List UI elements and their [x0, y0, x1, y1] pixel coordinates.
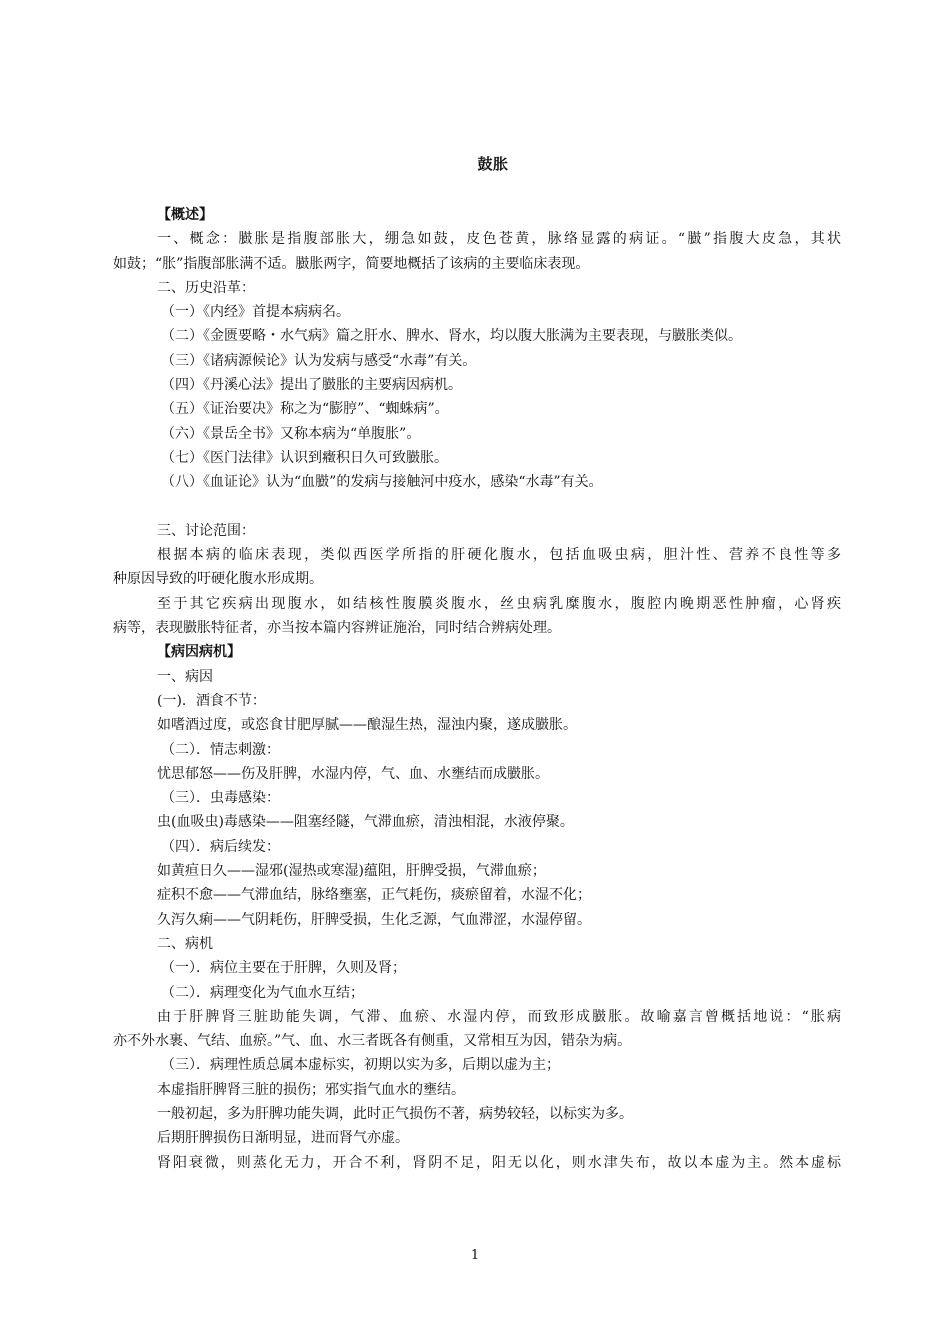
history-item: （一）《内经》首提本病病名。	[161, 304, 350, 321]
mechanism-heading: 二、病机	[157, 935, 213, 952]
overview-heading: 【概述】	[157, 207, 213, 223]
cause-4-title: （四）．病后续发：	[161, 838, 280, 855]
mechanism-3-text-2: 一般初起，多为肝脾功能失调，此时正气损伤不著，病势较轻，以标实为多。	[157, 1105, 633, 1122]
mechanism-1: （一）．病位主要在于肝脾，久则及肾；	[161, 960, 406, 977]
cause-2-title: （二）．情志刺激：	[161, 741, 280, 758]
history-item: （五）《证治要决》称之为“膨脝”、“蜘蛛病”。	[161, 401, 449, 418]
concept-line-1: 一、概念：臌胀是指腹部胀大，绷急如鼓，皮色苍黄，脉络显露的病证。“臌”指腹大皮急，其状	[157, 231, 841, 248]
mechanism-2: （二）．病理变化为气血水互结；	[161, 984, 364, 1001]
concept-line-2: 如鼓；“胀”指腹部胀满不适。臌胀两字，简要地概括了该病的主要临床表现。	[113, 255, 590, 272]
scope-paragraph-2-line-1: 至于其它疾病出现腹水，如结核性腹膜炎腹水，丝虫病乳糜腹水，腹腔内晚期恶性肿瘤，心肾疾	[157, 595, 841, 612]
causes-heading: 一、病因	[157, 668, 213, 685]
cause-4-text-3: 久泻久痢——气阴耗伤，肝脾受损，生化乏源，气血滞涩，水湿停留。	[157, 911, 591, 928]
blank-line	[113, 495, 841, 519]
history-heading: 二、历史沿革：	[157, 279, 255, 296]
page-number: 1	[470, 1248, 480, 1263]
history-item: （七）《医门法律》认识到癥积日久可致臌胀。	[161, 449, 448, 466]
etiology-heading: 【病因病机】	[157, 644, 241, 661]
cause-1-title: (一)．酒食不节：	[157, 692, 266, 709]
scope-heading: 三、讨论范围：	[157, 522, 255, 539]
document-title: 鼓胀	[477, 155, 509, 173]
cause-4-text-1: 如黄疸日久——湿邪(湿热或寒湿)蕴阻，肝脾受损，气滞血瘀；	[157, 863, 546, 880]
scope-paragraph-2-line-2: 病等，表现臌胀特征者，亦当按本篇内容辨证施治，同时结合辨病处理。	[113, 620, 561, 637]
history-item: （八）《血证论》认为“血臌”的发病与接触河中疫水，感染“水毒”有关。	[161, 474, 603, 491]
mechanism-3-text-3: 后期肝脾损伤日渐明显，进而肾气亦虚。	[157, 1130, 409, 1147]
history-item: （六）《景岳全书》又称本病为“单腹胀”。	[161, 425, 421, 442]
cause-2-text: 忧思郁怒——伤及肝脾，水湿内停，气、血、水壅结而成臌胀。	[157, 765, 549, 782]
document-body	[113, 203, 841, 1175]
mechanism-3-text-4: 肾阳衰微，则蒸化无力，开合不利，肾阴不足，阳无以化，则水津失布，故以本虚为主。然本虚标	[157, 1154, 841, 1171]
scope-paragraph-1-line-2: 种原因导致的吁硬化腹水形成期。	[113, 571, 323, 588]
mechanism-3: （三）．病理性质总属本虚标实，初期以实为多，后期以虚为主；	[161, 1057, 560, 1074]
mechanism-2-line-2: 亦不外水裹、气结、血瘀。”气、血、水三者既各有侧重，又常相互为因，错杂为病。	[113, 1033, 632, 1050]
mechanism-2-line-1: 由于肝脾肾三脏助能失调，气滞、血瘀、水湿内停，而致形成臌胀。故喻嘉言曾概括地说：“胀病	[157, 1008, 841, 1025]
mechanism-3-text-1: 本虚指肝脾肾三脏的损伤；邪实指气血水的壅结。	[157, 1081, 465, 1098]
history-item: （三）《诸病源候论》认为发病与感受“水毒”有关。	[161, 352, 477, 369]
history-item: （四）《丹溪心法》提出了臌胀的主要病因病机。	[161, 377, 462, 394]
cause-4-text-2: 症积不愈——气滞血结，脉络壅塞，正气耗伤，痰瘀留着，水湿不化；	[157, 887, 591, 904]
scope-paragraph-1-line-1: 根据本病的临床表现，类似西医学所指的肝硬化腹水，包括血吸虫病，胆汁性、营养不良性等多	[157, 547, 841, 564]
cause-3-text: 虫(血吸虫)毒感染——阻塞经隧，气滞血瘀，清浊相混，水液停聚。	[157, 814, 574, 831]
cause-3-title: （三）．虫毒感染：	[161, 790, 280, 807]
cause-1-text: 如嗜酒过度，或恣食甘肥厚腻——酿湿生热，湿浊内聚，遂成臌胀。	[157, 717, 577, 734]
history-item: （二）《金匮要略・水气病》篇之肝水、脾水、肾水，均以腹大胀满为主要表现，与臌胀类似。	[161, 328, 742, 345]
